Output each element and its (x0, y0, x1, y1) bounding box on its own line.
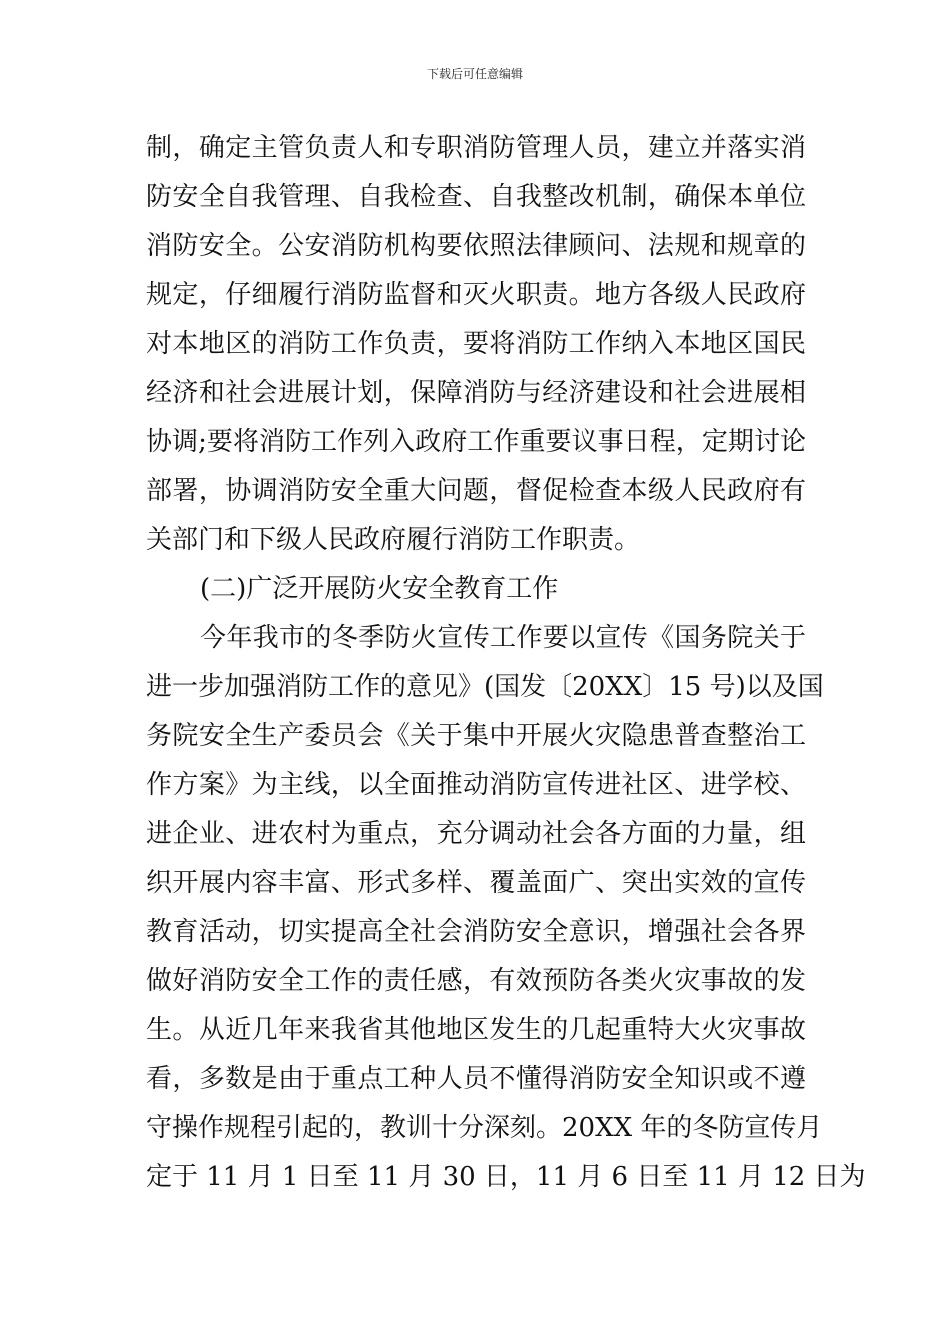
text-line: 做好消防安全工作的责任感，有效预防各类火灾事故的发 (146, 966, 806, 996)
page-header: 下载后可任意编辑 (426, 67, 523, 81)
text-line: 教育活动，切实提高全社会消防安全意识，增强社会各界 (146, 917, 806, 947)
text-line: 看，多数是由于重点工种人员不懂得消防安全知识或不遵 (146, 1064, 806, 1094)
text-line: 今年我市的冬季防火宣传工作要以宣传《国务院关于 (200, 623, 806, 653)
text-line: 生。从近几年来我省其他地区发生的几起重特大火灾事故 (146, 1015, 806, 1045)
section-heading: (二)广泛开展防火安全教育工作 (200, 574, 559, 604)
text-line: 守操作规程引起的，教训十分深刻。20XX 年的冬防宣传月 (146, 1113, 823, 1143)
text-line: 进企业、进农村为重点，充分调动社会各方面的力量，组 (146, 819, 806, 849)
text-line: 作方案》为主线，以全面推动消防宣传进社区、进学校、 (146, 770, 806, 800)
text-line: 定于 11 月 1 日至 11 月 30 日，11 月 6 日至 11 月 12 日为 (146, 1162, 866, 1192)
text-line: 协调;要将消防工作列入政府工作重要议事日程，定期讨论 (146, 427, 806, 457)
text-line: 进一步加强消防工作的意见》(国发〔20XX〕15 号)以及国 (146, 672, 824, 702)
text-line: 关部门和下级人民政府履行消防工作职责。 (146, 525, 641, 555)
text-line: 对本地区的消防工作负责，要将消防工作纳入本地区国民 (146, 329, 806, 359)
text-line: 规定，仔细履行消防监督和灭火职责。地方各级人民政府 (146, 280, 806, 310)
text-line: 防安全自我管理、自我检查、自我整改机制，确保本单位 (146, 182, 806, 212)
text-line: 务院安全生产委员会《关于集中开展火灾隐患普查整治工 (146, 721, 806, 751)
text-line: 织开展内容丰富、形式多样、覆盖面广、突出实效的宣传 (146, 868, 806, 898)
text-line: 制，确定主管负责人和专职消防管理人员，建立并落实消 (146, 133, 806, 163)
text-line: 经济和社会进展计划，保障消防与经济建设和社会进展相 (146, 378, 806, 408)
text-line: 部署，协调消防安全重大问题，督促检查本级人民政府有 (146, 476, 806, 506)
text-line: 消防安全。公安消防机构要依照法律顾问、法规和规章的 (146, 231, 806, 261)
document-body (146, 124, 866, 1202)
